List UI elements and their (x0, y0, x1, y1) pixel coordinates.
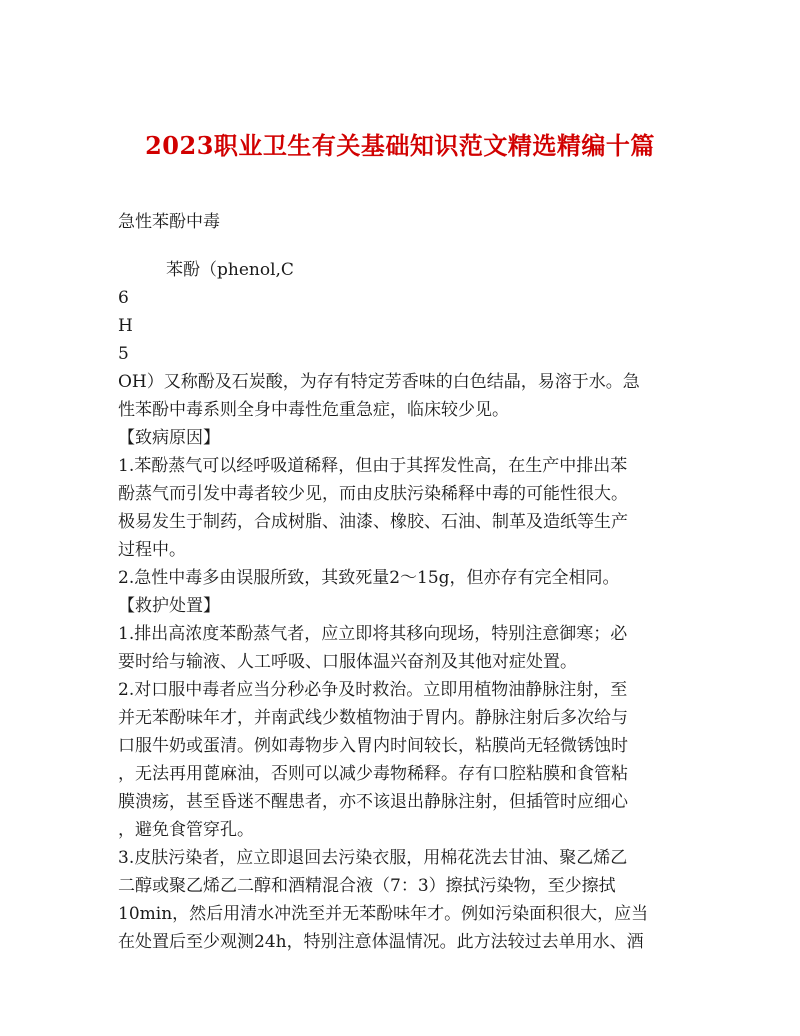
section-heading: 急性苯酚中毒 (118, 212, 220, 232)
paragraph-line: 5 (118, 344, 129, 364)
paragraph-line: OH）又称酚及石炭酸，为存有特定芳香味的白色结晶，易溶于水。急 (118, 372, 640, 392)
paragraph-line: 极易发生于制药，合成树脂、油漆、橡胶、石油、制革及造纸等生产 (118, 512, 628, 532)
spacer (118, 236, 688, 256)
paragraph-line: 10min，然后用清水冲洗至并无苯酚味年才。例如污染面积很大，应当 (118, 904, 649, 924)
paragraph-line: 酚蒸气而引发中毒者较少见，而由皮肤污染稀释中毒的可能性很大。 (118, 484, 628, 504)
paragraph-line: 1.苯酚蒸气可以经呼吸道稀释，但由于其挥发性高，在生产中排出苯 (118, 456, 628, 476)
paragraph-line: 1.排出高浓度苯酚蒸气者，应立即将其移向现场，特别注意御寒；必 (118, 624, 628, 644)
paragraph-line: 过程中。 (118, 540, 186, 560)
paragraph-line: 3.皮肤污染者，应立即退回去污染衣服，用棉花洗去甘油、聚乙烯乙 (118, 848, 628, 868)
paragraph-line: ，避免食管穿孔。 (118, 820, 254, 840)
paragraph-line: 6 (118, 288, 129, 308)
paragraph-line: 2.对口服中毒者应当分秒必争及时救治。立即用植物油静脉注射，至 (118, 680, 628, 700)
paragraph-line: 在处置后至少观测24h，特别注意体温情况。此方法较过去单用水、酒 (118, 932, 644, 952)
section-heading: 【救护处置】 (118, 596, 220, 616)
section-heading: 【致病原因】 (118, 428, 220, 448)
paragraph-line: 并无苯酚味年才，并南武线少数植物油于胃内。静脉注射后多次给与 (118, 708, 628, 728)
paragraph-line: 二醇或聚乙烯乙二醇和酒精混合液（7：3）擦拭污染物，至少擦拭 (118, 876, 616, 896)
paragraph-line: 口服牛奶或蛋清。例如毒物步入胃内时间较长，粘膜尚无轻微锈蚀时 (118, 736, 628, 756)
paragraph-line: 膜溃疡，甚至昏迷不醒患者，亦不该退出静脉注射，但插管时应细心 (118, 792, 628, 812)
paragraph-line: H (118, 316, 133, 336)
paragraph-line: 苯酚（phenol,C (166, 260, 294, 280)
document-body (118, 208, 688, 956)
paragraph-line: 要时给与输液、人工呼吸、口服体温兴奋剂及其他对症处置。 (118, 652, 577, 672)
document-title: 2023职业卫生有关基础知识范文精选精编十篇 (145, 131, 655, 160)
paragraph-line: 2.急性中毒多由误服所致，其致死量2～15g，但亦存有完全相同。 (118, 568, 620, 588)
paragraph-line: ，无法再用蓖麻油，否则可以减少毒物稀释。存有口腔粘膜和食管粘 (118, 764, 628, 784)
paragraph-line: 性苯酚中毒系则全身中毒性危重急症，临床较少见。 (118, 400, 509, 420)
